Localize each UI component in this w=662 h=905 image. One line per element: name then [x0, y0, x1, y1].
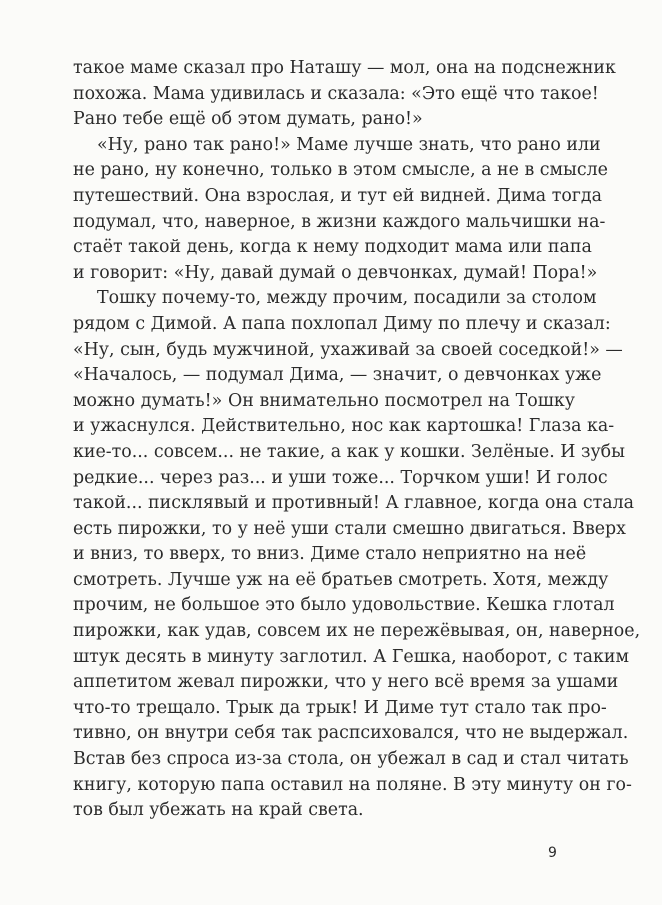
text-line: пирожки, как удав, совсем их не пережёвывая, он, наверное, [73, 621, 641, 642]
text-line: путешествий. Она взрослая, и тут ей видней. Дима тогда [73, 185, 602, 206]
text-line: аппетитом жевал пирожки, что у него всё время за ушами [73, 672, 619, 693]
text-line: «Ну, сын, будь мужчиной, ухаживай за своей соседкой!» — [73, 339, 623, 360]
text-line: «Началось, — подумал Дима, — значит, о девчонках уже [73, 365, 602, 386]
text-line: рядом с Димой. А папа похлопал Диму по плечу и сказал: [73, 313, 611, 334]
text-line: что-то трещало. Трык да трык! И Диме тут стало так про- [73, 697, 607, 718]
body-text [73, 56, 641, 824]
text-line: стаёт такой день, когда к нему подходит мама или папа [73, 237, 592, 258]
text-line: такое маме сказал про Наташу — мол, она на подснежник [73, 58, 616, 78]
text-line: кие-то... совсем... не такие, а как у кошки. Зелёные. И зубы [73, 441, 625, 462]
text-line: тивно, он внутри себя так распсиховался, что не выдержал. [73, 723, 629, 744]
text-line: Встав без спроса из-за стола, он убежал в сад и стал читать [73, 749, 629, 770]
text-line: смотреть. Лучше уж на её братьев смотреть. Хотя, между [73, 569, 609, 590]
text-line: можно думать!» Он внимательно посмотрел на Тошку [73, 390, 575, 411]
text-line: «Ну, рано так рано!» Маме лучше знать, что рано или [97, 134, 601, 155]
text-line: подумал, что, наверное, в жизни каждого мальчишки на- [73, 211, 606, 232]
text-line: прочим, не большое это было удовольствие. Кешка глотал [73, 595, 615, 616]
text-line: Тошку почему-то, между прочим, посадили за столом [97, 288, 597, 309]
text-line: редкие... через раз... и уши тоже... Торчком уши! И голос [73, 467, 608, 488]
text-line: и ужаснулся. Действительно, нос как картошка! Глаза ка- [73, 416, 615, 437]
text-line: похожа. Мама удивилась и сказала: «Это ещё что такое! [73, 83, 599, 104]
text-line: такой... писклявый и противный! А главное, когда она стала [73, 493, 635, 514]
text-line: и говорит: «Ну, давай думай о девчонках, думай! Пора!» [73, 262, 598, 283]
text-line: есть пирожки, то у неё уши стали смешно двигаться. Вверх [73, 518, 626, 539]
text-line: тов был убежать на край света. [73, 800, 364, 821]
text-line: не рано, ну конечно, только в этом смысле, а не в смысле [73, 160, 608, 181]
text-line: и вниз, то вверх, то вниз. Диме стало неприятно на неё [73, 544, 587, 565]
text-line: штук десять в минуту заглотил. А Гешка, наоборот, с таким [73, 646, 630, 667]
text-line: Рано тебе ещё об этом думать, рано!» [73, 109, 423, 130]
page-number: 9 [548, 845, 557, 861]
text-line: книгу, которую папа оставил на поляне. В эту минуту он го- [73, 774, 632, 795]
